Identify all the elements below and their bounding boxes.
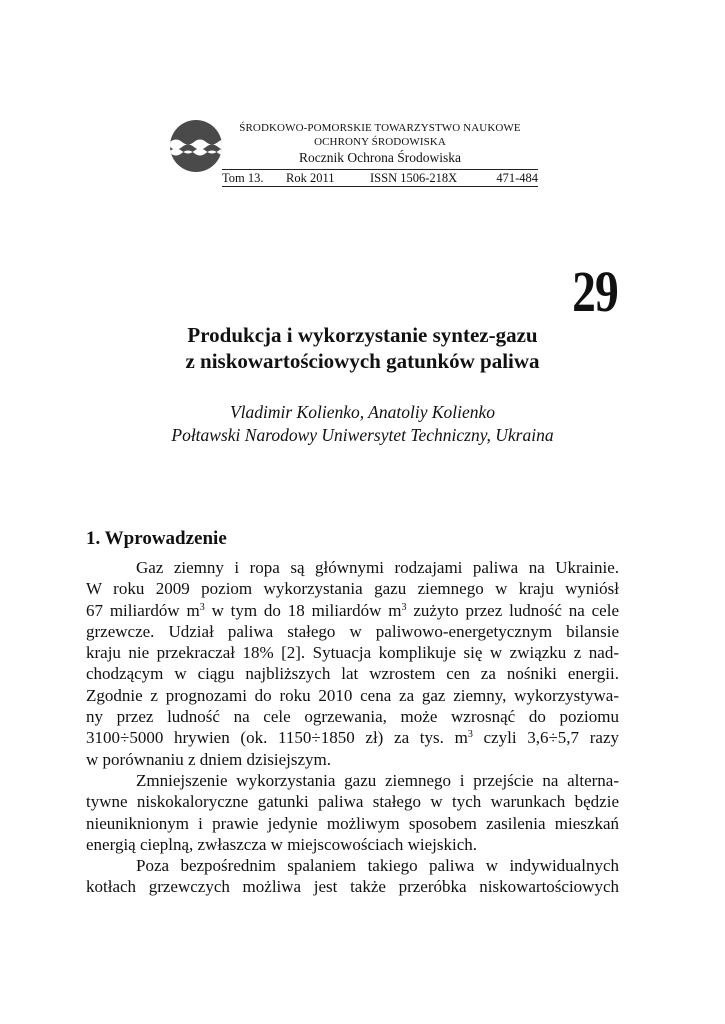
journal-name: Rocznik Ochrona Środowiska	[299, 150, 461, 165]
society-name	[222, 121, 538, 149]
text-line: 67 miliardów $m^3$ w tym do 18 miliardów $m^3$ zużyto przez ludność na cele	[86, 600, 619, 620]
authors: Vladimir Kolienko, Anatoliy Kolienko	[229, 402, 496, 422]
text-line: Gaz ziemny i ropa są głównymi rodzajami paliwa na Ukrainie.	[136, 558, 619, 577]
text-line: energią cieplną, zwłaszcza w miejscowościach wiejskich.	[86, 834, 477, 854]
header-rule-top	[222, 169, 538, 170]
issn: ISSN 1506-218X	[370, 171, 458, 185]
text-line: w porównaniu z dniem dzisiejszym.	[86, 749, 332, 769]
society-logo-icon	[170, 120, 222, 172]
society-name-line2: OCHRONY ŚRODOWISKA	[314, 136, 446, 148]
chapter-number: 29	[572, 259, 618, 324]
section-heading: 1. Wprowadzenie	[86, 528, 227, 549]
text-line: nieuniknionym i prawie jedynie możliwym sposobem zasilenia mieszkań	[86, 813, 619, 833]
paper-title-line2: z niskowartościowych gatunków paliwa	[185, 349, 540, 373]
year: Rok 2011	[286, 171, 335, 185]
text-line: kraju nie przekraczał 18% [2]. Sytuacja komplikuje się w związku z nad-	[86, 643, 619, 663]
text-line: grzewcze. Udział paliwa stałego w paliwowo-energetycznym bilansie	[86, 621, 619, 641]
text-line: Poza bezpośrednim spalaniem takiego paliwa w indywidualnych	[136, 856, 619, 876]
paper-title-line1: Produkcja i wykorzystanie syntez-gazu	[187, 323, 538, 347]
text-line: chodzącym w ciągu najbliższych lat wzrostem cen za nośniki energii.	[86, 664, 619, 684]
body-text	[86, 557, 619, 898]
header-rule-bottom	[222, 186, 538, 187]
paragraph-3	[86, 855, 619, 898]
paragraph-2	[86, 770, 619, 855]
society-name-line1: ŚRODKOWO-POMORSKIE TOWARZYSTWO NAUKOWE	[239, 122, 521, 134]
paper-title	[0, 322, 725, 374]
volume: Tom 13.	[222, 171, 264, 185]
author-block	[0, 401, 725, 447]
text-line: kotłach grzewczych możliwa jest także przeróbka niskowartościowych	[86, 877, 619, 897]
paragraph-1	[86, 557, 619, 770]
text-line: 3100÷5000 hrywien (ok. 1150÷1850 zł) za tys. $m^3$ czyli 3,6÷5,7 razy	[86, 728, 619, 748]
text-line: W roku 2009 poziom wykorzystania gazu ziemnego w kraju wyniósł	[86, 579, 619, 599]
text-line: Zmniejszenie wykorzystania gazu ziemnego i przejście na alterna-	[136, 770, 619, 790]
text-line: tywne niskokaloryczne gatunki paliwa stałego w tych warunkach będzie	[86, 792, 619, 812]
page-range: 471-484	[496, 171, 538, 185]
affiliation: Połtawski Narodowy Uniwersytet Techniczny, Ukraina	[171, 425, 554, 445]
text-line: ny przez ludność na cele ogrzewania, może wzrosnąć do poziomu	[86, 707, 619, 727]
text-line: Zgodnie z prognozami do roku 2010 cena za gaz ziemny, wykorzystywa-	[86, 685, 619, 705]
